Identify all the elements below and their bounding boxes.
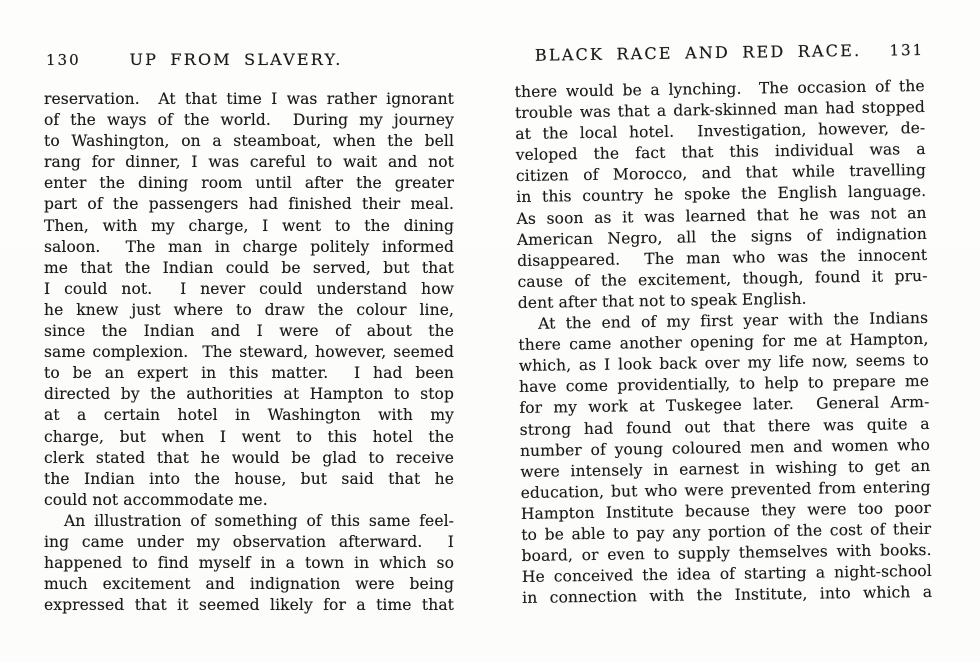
- text-line: the Indian into the house, but said that he: [44, 469, 454, 488]
- text-line: there came another opening for me at Hampton,: [518, 330, 929, 355]
- text-line: to be able to pay any portion of the cost of their: [521, 519, 932, 544]
- text-line: saloon. The man in charge politely informed: [44, 237, 454, 256]
- text-line: number of young coloured men and women who: [519, 435, 931, 460]
- text-line: happened to find myself in a town in which so: [44, 554, 454, 573]
- text-line: which, as I look back over my life now, seems to: [518, 351, 929, 376]
- text-line: veloped the fact that this individual was a: [515, 140, 926, 165]
- text-line: charge, but when I went to this hotel the: [44, 427, 454, 446]
- text-line: cause of the excitement, though, found it pru-: [517, 266, 928, 291]
- text-line: part of the passengers had finished their meal.: [44, 195, 454, 214]
- text-line: there would be a lynching. The occasion of the: [514, 76, 925, 102]
- text-line: were intensely in earnest in wishing to get an: [520, 456, 931, 481]
- text-line: I could not. I never could understand how: [44, 279, 454, 298]
- text-line: Then, with my charge, I went to the dining: [44, 216, 454, 235]
- text-line: for my work at Tuskegee later. General Arm-: [519, 393, 930, 418]
- text-line: enter the dining room until after the greater: [44, 174, 454, 193]
- text-line: expressed that it seemed likely for a time that: [44, 596, 454, 615]
- text-line: clerk stated that he would be glad to receive: [44, 448, 454, 467]
- page-right: [514, 40, 932, 609]
- text-line: An illustration of something of this same feel-: [64, 511, 454, 530]
- running-title-left: UP FROM SLAVERY.: [129, 50, 343, 69]
- page-left: [44, 50, 454, 616]
- text-line: dent after that not to speak English.: [517, 289, 807, 312]
- text-line: Hampton Institute because they were too poor: [520, 498, 932, 523]
- page-left-body: [44, 89, 454, 616]
- text-line: of the ways of the world. During my journey: [44, 111, 454, 130]
- text-line: citizen of Morocco, and that while travelling: [515, 161, 927, 186]
- text-line: At the end of my first year with the Indians: [538, 308, 929, 333]
- page-left-header: [44, 50, 454, 72]
- text-line: at a certain hotel in Washington with my: [44, 406, 454, 425]
- page-right-header: [514, 40, 924, 68]
- text-line: disappeared. The man who was the innocent: [517, 245, 928, 270]
- text-line: much excitement and indignation were being: [44, 575, 454, 594]
- text-line: rang for dinner, I was careful to wait and not: [44, 153, 454, 172]
- text-line: me that the Indian could be served, but that: [44, 258, 454, 277]
- text-line: reservation. At that time I was rather ignorant: [44, 90, 454, 108]
- text-line: to be an expert in this matter. I had been: [44, 364, 454, 383]
- text-line: directed by the authorities at Hampton to stop: [44, 385, 454, 404]
- text-line: in this country he spoke the English language.: [516, 182, 927, 207]
- text-line: at the local hotel. Investigation, however, de-: [515, 119, 926, 144]
- text-line: strong had found out that there was quite a: [519, 414, 930, 439]
- text-line: to Washington, on a steamboat, when the bell: [44, 132, 454, 151]
- page-right-body: [515, 76, 933, 609]
- text-line: same complexion. The steward, however, seemed: [44, 343, 454, 362]
- page-number-left: 130: [46, 51, 81, 69]
- text-line: ing came under my observation afterward. I: [44, 532, 454, 551]
- text-line: have come providentially, to help to prepare me: [518, 372, 930, 397]
- text-line: in connection with the Institute, into which a: [522, 583, 933, 608]
- text-line: since the Indian and I were of about the: [44, 322, 454, 341]
- text-line: As soon as it was learned that he was not an: [516, 203, 927, 228]
- text-line: he knew just where to draw the colour line,: [44, 300, 454, 319]
- page-number-right: 131: [889, 40, 925, 60]
- text-line: American Negro, all the signs of indignation: [516, 224, 927, 249]
- running-title-right: BLACK RACE AND RED RACE.: [534, 40, 862, 65]
- text-line: He conceived the idea of starting a night-school: [521, 562, 932, 587]
- text-line: board, or even to supply themselves with books.: [521, 540, 932, 566]
- text-line: could not accommodate me.: [44, 490, 268, 509]
- text-line: education, but who were prevented from entering: [520, 477, 931, 502]
- text-line: trouble was that a dark-skinned man had stopped: [514, 98, 926, 123]
